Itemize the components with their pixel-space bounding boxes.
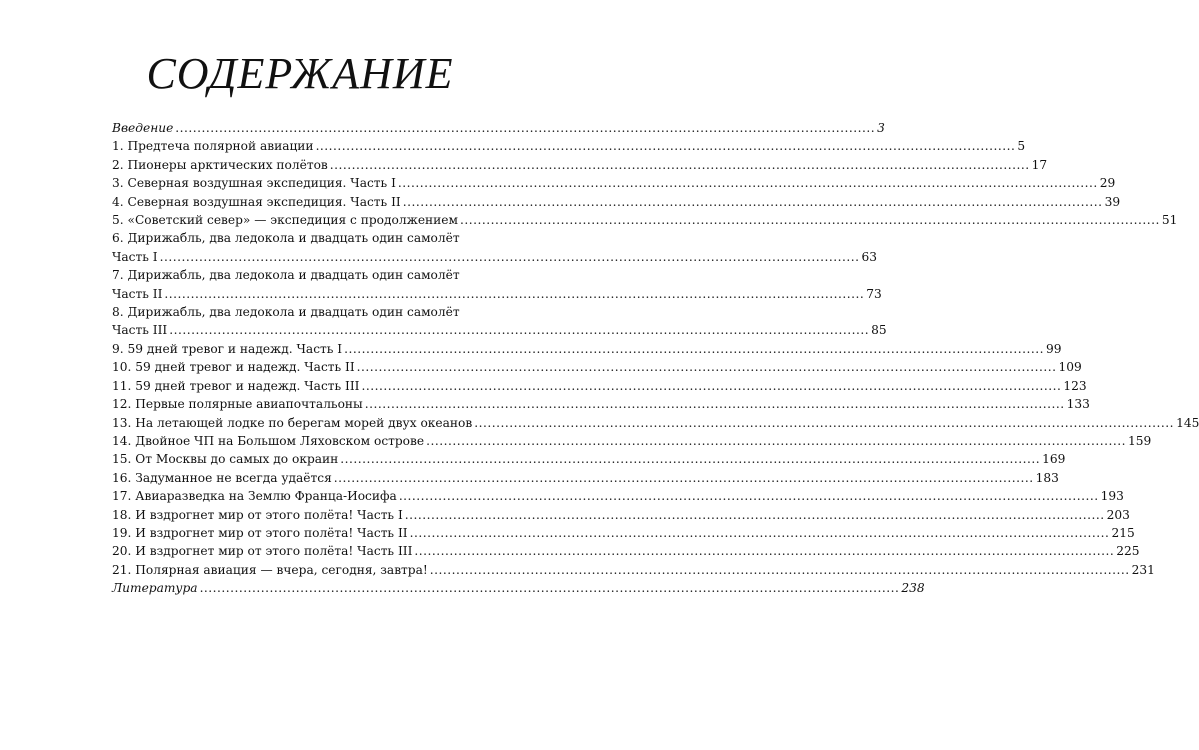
- toc-page-number: 85: [871, 323, 887, 338]
- toc-page-number: 183: [1035, 470, 1059, 485]
- toc-entry: [112, 137, 1026, 155]
- toc-page-number: 238: [901, 581, 925, 596]
- toc-entry-label: Литература: [112, 581, 198, 596]
- toc-entry: [112, 266, 882, 303]
- toc-entry: [112, 303, 887, 340]
- toc-entry-row: [112, 561, 1155, 579]
- toc-entry-label: 13. На летающей лодке по берегам морей двух океанов: [112, 415, 473, 430]
- toc-entry-label: 14. Двойное ЧП на Большом Ляховском острове: [112, 433, 425, 448]
- toc-entry-row: [112, 137, 1026, 155]
- toc-entry-row: [112, 358, 1082, 376]
- toc-entry: [112, 542, 1140, 560]
- toc-entry-label: 15. От Москвы до самых до окраин: [112, 452, 339, 467]
- toc-entry: [112, 156, 1048, 174]
- toc-entry-label: Часть I: [112, 249, 158, 264]
- toc-entry-row: [112, 340, 1062, 358]
- toc-entry-title: 7. Дирижабль, два ледокола и двадцать один самолёт: [112, 268, 460, 283]
- toc-entry-label: 10. 59 дней тревог и надежд. Часть II: [112, 360, 355, 375]
- toc-entry-label: 17. Авиаразведка на Землю Франца-Иосифа: [112, 489, 397, 504]
- toc-entry-label: 21. Полярная авиация — вчера, сегодня, завтра!: [112, 562, 428, 577]
- toc-entry-row: [112, 450, 1066, 468]
- toc-entry-label: 20. И вздрогнет мир от этого полёта! Часть III: [112, 544, 413, 559]
- toc-entry-row: [112, 579, 925, 597]
- toc-page-number: 17: [1031, 157, 1048, 172]
- toc-page-number: 225: [1116, 544, 1140, 559]
- toc-entry-label: 4. Северная воздушная экспедиция. Часть II: [112, 194, 401, 209]
- toc-entry-row: [112, 285, 882, 303]
- toc-entry-label: 11. 59 дней тревог и надежд. Часть III: [112, 378, 360, 393]
- toc-entry-row: [112, 211, 1178, 229]
- dot-leader: [175, 119, 875, 137]
- toc-entry-label: 19. И вздрогнет мир от этого полёта! Часть II: [112, 525, 408, 540]
- toc-entry-row: [112, 432, 1152, 450]
- toc-entry-label: 18. И вздрогнет мир от этого полёта! Часть I: [112, 507, 403, 522]
- toc-page-number: 99: [1045, 341, 1062, 356]
- dot-leader: [410, 524, 1110, 542]
- dot-leader: [344, 340, 1044, 358]
- dot-leader: [361, 377, 1061, 395]
- toc-entry-row: [112, 119, 885, 137]
- toc-entry-row: [112, 506, 1130, 524]
- toc-entry: [112, 579, 925, 597]
- toc-entry-label: 5. «Советский север» — экспедиция с продолжением: [112, 213, 458, 228]
- toc-entry: [112, 340, 1062, 358]
- toc-page-number: 169: [1042, 452, 1066, 467]
- toc-entry-row: [112, 469, 1059, 487]
- dot-leader: [169, 321, 869, 339]
- toc-entry-label: 1. Предтеча полярной авиации: [112, 139, 314, 154]
- toc-entry: [112, 450, 1066, 468]
- toc-page-number: 159: [1127, 433, 1152, 448]
- toc-page-number: 39: [1104, 194, 1121, 209]
- dot-leader: [399, 487, 1099, 505]
- toc-page-number: 5: [1017, 139, 1026, 154]
- dot-leader: [200, 579, 900, 597]
- dot-leader: [334, 469, 1034, 487]
- dot-leader: [430, 561, 1130, 579]
- toc-entry: [112, 229, 877, 266]
- dot-leader: [460, 211, 1160, 229]
- toc-entry: [112, 377, 1087, 395]
- toc-entry-label: 12. Первые полярные авиапочтальоны: [112, 397, 363, 412]
- dot-leader: [330, 156, 1030, 174]
- toc-page-number: 145: [1176, 415, 1199, 430]
- toc-entry: [112, 395, 1090, 413]
- toc-entry-row: [112, 395, 1090, 413]
- toc-entry: [112, 211, 1178, 229]
- dot-leader: [426, 432, 1126, 450]
- dot-leader: [414, 542, 1114, 560]
- toc-entry-title: 8. Дирижабль, два ледокола и двадцать один самолёт: [112, 305, 460, 320]
- toc-entry-row: [112, 174, 1116, 192]
- toc-entry-label: Часть II: [112, 286, 163, 301]
- toc-entry: [112, 193, 1121, 211]
- toc-entry: [112, 432, 1152, 450]
- dot-leader: [474, 414, 1174, 432]
- toc-page-number: 109: [1058, 360, 1082, 375]
- toc-entry-row: [112, 193, 1121, 211]
- page-title: СОДЕРЖАНИЕ: [146, 49, 454, 98]
- toc-page-number: 231: [1131, 562, 1155, 577]
- toc-entry: [112, 414, 1199, 432]
- toc-entry-label: Введение: [112, 121, 174, 135]
- toc-entry: [112, 358, 1082, 376]
- toc-entry-label: 9. 59 дней тревог и надежд. Часть I: [112, 341, 343, 356]
- dot-leader: [365, 395, 1065, 413]
- dot-leader: [164, 285, 864, 303]
- toc-page-number: 51: [1161, 213, 1178, 228]
- toc-page-number: 29: [1099, 176, 1116, 191]
- toc-entry-row: [112, 321, 887, 339]
- dot-leader: [405, 506, 1105, 524]
- toc-entry-label: 2. Пионеры арктических полётов: [112, 157, 328, 172]
- toc-page-number: 123: [1063, 378, 1087, 393]
- toc-entry-title: 6. Дирижабль, два ледокола и двадцать один самолёт: [112, 231, 460, 246]
- toc-entry-row: [112, 248, 877, 266]
- toc-entry-row: [112, 414, 1199, 432]
- toc-page-number: 203: [1106, 507, 1130, 522]
- toc-entry-row: [112, 542, 1140, 560]
- table-of-contents: [112, 119, 1199, 598]
- toc-entry: [112, 119, 885, 137]
- toc-page-number: 193: [1100, 489, 1124, 504]
- toc-entry: [112, 487, 1124, 505]
- dot-leader: [160, 248, 860, 266]
- dot-leader: [398, 174, 1098, 192]
- toc-entry: [112, 506, 1130, 524]
- dot-leader: [403, 193, 1103, 211]
- toc-page-number: 63: [861, 249, 877, 264]
- toc-entry-row: [112, 524, 1135, 542]
- toc-entry: [112, 524, 1135, 542]
- dot-leader: [357, 358, 1057, 376]
- toc-page-number: 73: [866, 286, 882, 301]
- toc-entry-row: [112, 487, 1124, 505]
- toc-entry: [112, 469, 1059, 487]
- toc-page-number: 215: [1111, 525, 1135, 540]
- toc-entry: [112, 174, 1116, 192]
- toc-entry-label: 16. Задуманное не всегда удаётся: [112, 470, 332, 485]
- toc-entry-row: [112, 156, 1048, 174]
- toc-entry-label: 3. Северная воздушная экспедиция. Часть I: [112, 176, 396, 191]
- dot-leader: [316, 137, 1016, 155]
- toc-entry: [112, 561, 1155, 579]
- toc-page-number: 3: [877, 121, 885, 135]
- toc-entry-label: Часть III: [112, 323, 168, 338]
- dot-leader: [340, 450, 1040, 468]
- toc-entry-row: [112, 377, 1087, 395]
- toc-page-number: 133: [1066, 397, 1090, 412]
